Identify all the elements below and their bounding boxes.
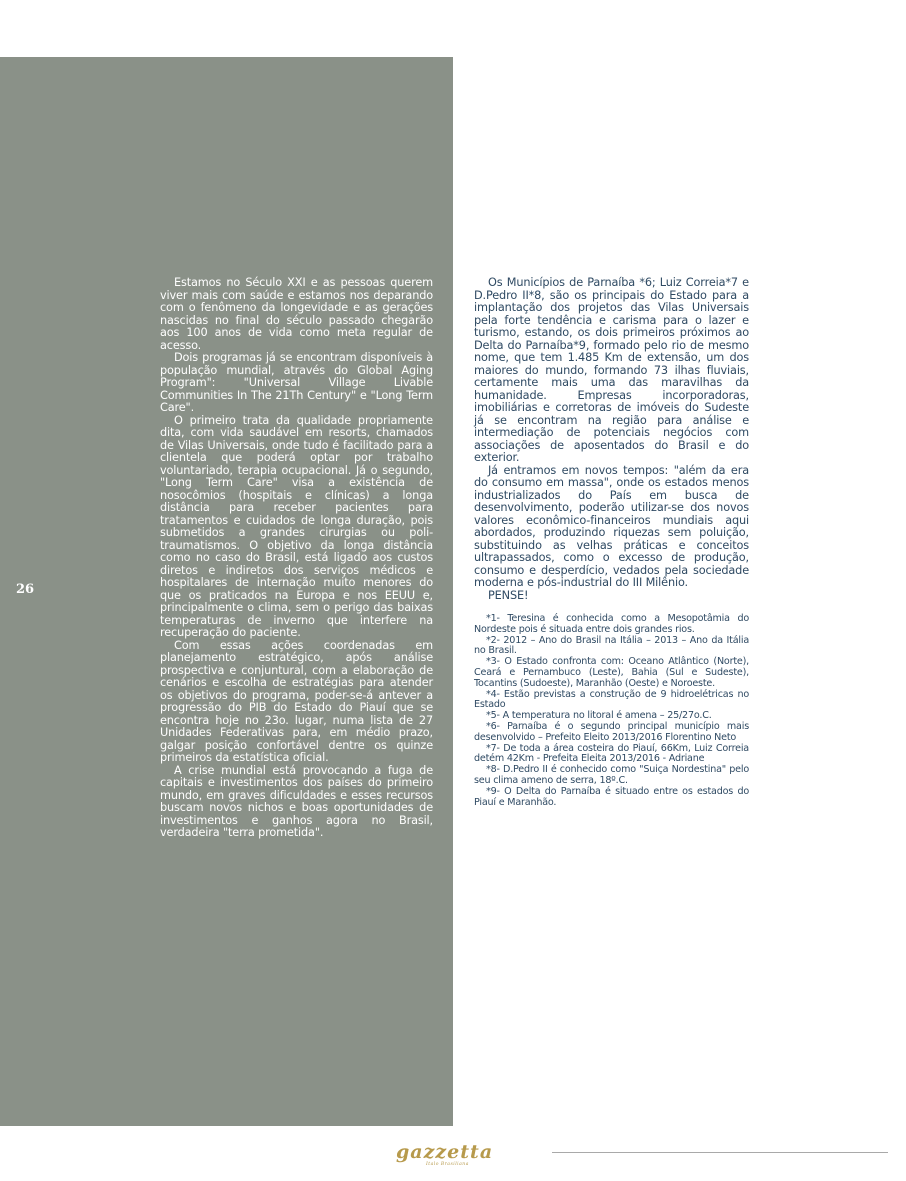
paragraph: Já entramos em novos tempos: "além da era do consumo em massa", onde os estados menos industrializados do País em busca de desenvolvimento, poderão utilizar-se dos novos valores econômico-financeiros mundiais aqui abordados, produzindo riquezas sem poluição, substituindo as velhas práticas e conceitos ultrapassados, como o excesso de produção, consumo e desperdício, vedados pela sociedade moderna e pós-industrial do III Milênio. — [474, 463, 749, 589]
footnote: *5- A temperatura no litoral é amena – 25/27o.C. — [486, 710, 712, 722]
footnote: *7- De toda a área costeira do Piauí, 66Km, Luiz Correia detém 42Km - Prefeita Eleita 2013/2016 - Adriane — [474, 742, 749, 765]
logo-wordmark: gazzetta — [396, 1141, 494, 1163]
footer-divider — [552, 1152, 888, 1153]
footnote: *9- O Delta do Parnaíba é situado entre os estados do Piauí e Maranhão. — [474, 785, 749, 808]
footnote: *2- 2012 – Ano do Brasil na Itália – 2013 – Ano da Itália no Brasil. — [474, 634, 749, 657]
footnote: *6- Parnaíba é o segundo principal município mais desenvolvido – Prefeito Eleito 2013/2016 Florentino Neto — [474, 720, 749, 743]
footnote: *8- D.Pedro II é conhecido como "Suiça Nordestina" pelo seu clima ameno de serra, 18º.C. — [474, 764, 749, 786]
paragraph: O primeiro trata da qualidade propriamente dita, com vida saudável em resorts, chamados de Vilas Universais, onde tudo é facilitado para a clientela que poderá optar por trabalho voluntariado, terapia ocupacional. Já o segundo, "Long Term Care" visa a existência de nosocômios (hospitais e clínicas) a longa distância para receber pacientes para tratamentos e cuidados de longa duração, pois submetidos a grandes cirurgias ou poli-traumatismos. O objetivo da longa distância como no caso do Brasil, está ligado aos custos diretos e indiretos dos serviços médicos e hospitalares de internação muito menores do que os praticados na Europa e nos EEUU e, principalmente o clima, sem o perigo das baixas temperaturas de inverno que interfere na recuperação do paciente. — [160, 413, 433, 639]
footnote: *4- Estão previstas a construção de 9 hidroelétricas no Estado — [474, 688, 749, 711]
footnote: *1- Teresina é conhecida como a Mesopotâmia do Nordeste pois é situada entre dois grandes rios. — [474, 613, 749, 635]
paragraph: Os Municípios de Parnaíba *6; Luiz Correia*7 e D.Pedro II*8, são os principais do Estado para a implantação dos projetos das Vilas Universais pela forte tendência e carisma para o lazer e turismo, estando, os dois primeiros próximos ao Delta do Parnaíba*9, formado pelo rio de mesmo nome, que tem 1.485 Km de extensão, um dos maiores do mundo, formando 73 ilhas fluviais, certamente mais uma das maravilhas da humanidade. Empresas incorporadoras, imobiliárias e corretoras de imóveis do Sudeste já se encontram na região para análise e intermediação de potenciais negócios com associações de aposentados do Brasil e do exterior. — [474, 276, 749, 464]
left-article-column — [160, 277, 433, 840]
gazzetta-logo — [396, 1141, 510, 1167]
footnotes — [474, 614, 749, 808]
paragraph: Com essas ações coordenadas em planejamento estratégico, após análise prospectiva e conjuntural, com a elaboração de cenários e escolha de estratégias para atender os objetivos do programa, poder-se-á antever a progressão do PIB do Estado do Piauí que se encontra hoje no 23o. lugar, numa lista de 27 Unidades Federativas para, em médio prazo, galgar posição confortável dentre os quinze primeiros da estatística oficial. — [160, 638, 433, 764]
page-number: 26 — [16, 582, 35, 597]
paragraph: Estamos no Século XXI e as pessoas querem viver mais com saúde e estamos nos deparando com o fenômeno da longevidade e as gerações nascidas no final do século passado chegarão aos 100 anos de vida como meta regular de acesso. — [160, 276, 433, 352]
footnote: *3- O Estado confronta com: Oceano Atlântico (Norte), Ceará e Pernambuco (Leste), Bahia (Sul e Sudeste), Tocantins (Sudoeste), Maranhão (Oeste) e Noroeste. — [474, 656, 749, 689]
right-article-column — [474, 277, 749, 808]
pense-exclamation: PENSE! — [488, 588, 529, 602]
paragraph: A crise mundial está provocando a fuga de capitais e investimentos dos países do primeiro mundo, em graves dificuldades e esses recursos buscam novos nichos e boas oportunidades de investimentos e ganhos agora no Brasil, verdadeira "terra prometida". — [160, 763, 433, 839]
logo-tagline: Italo Brasiliana — [426, 1162, 469, 1167]
paragraph: Dois programas já se encontram disponíveis à população mundial, através do Global Aging Program": "Universal Village Livable Communities In The 21Th Century" e "Long Term Care". — [160, 351, 433, 414]
